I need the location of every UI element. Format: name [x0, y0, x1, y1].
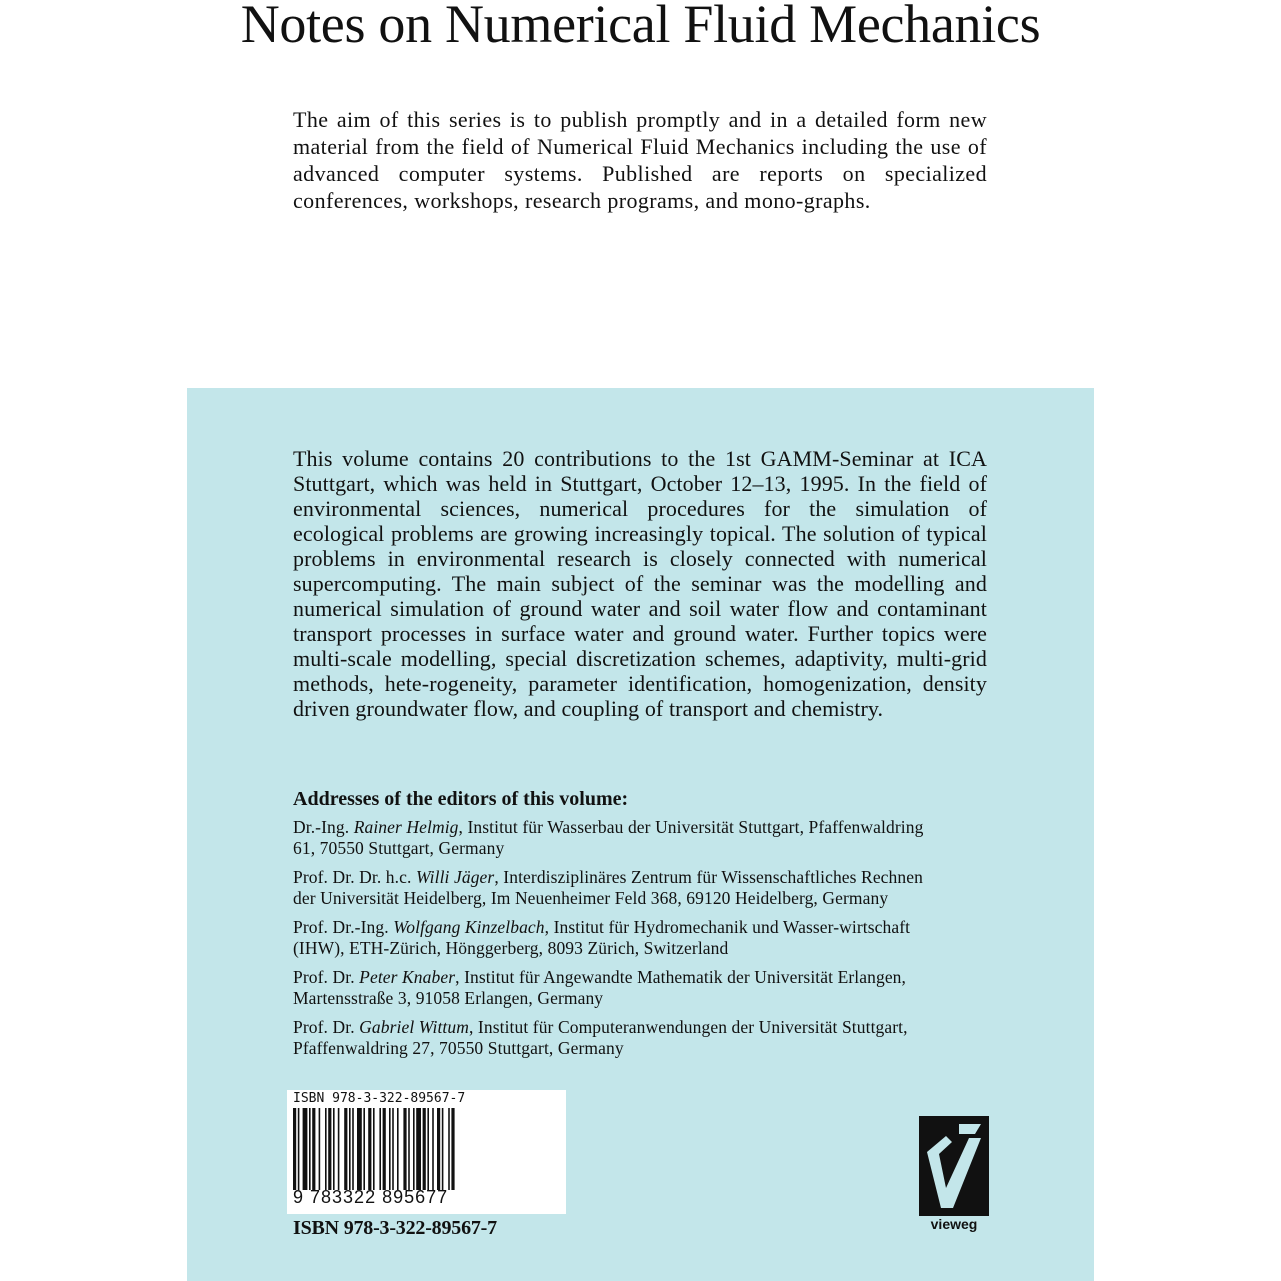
publisher-name: vieweg — [930, 1216, 978, 1232]
volume-abstract: This volume contains 20 contributions to the 1st GAMM-Seminar at ICA Stuttgart, which was held in Stuttgart, October 12–13, 1995. In the field of environmental sciences, numerical procedures for the simulation of ecological problems are growing increasingly topical. The solution of typical problems in environmental research is closely connected with numerical supercomputing. The main subject of the seminar was the modelling and numerical simulation of ground water and soil water flow and contaminant transport processes in surface water and ground water. Further topics were multi-scale modelling, special discretization schemes, adaptivity, multi-grid methods, hete-rogeneity, parameter identification, homogenization, density driven groundwater flow, and coupling of transport and chemistry. — [293, 446, 987, 721]
editor-name: Wolfgang Kinzelbach — [393, 917, 545, 937]
publisher-logo — [919, 1116, 989, 1233]
editor-entry — [293, 817, 987, 859]
editor-entry — [293, 1017, 987, 1059]
editor-address: , Institut für Wasserbau der Universität Stuttgart, Pfaffenwaldring 61, 70550 Stuttgart, Germany — [293, 817, 924, 858]
editor-title: Dr.-Ing. — [293, 817, 350, 837]
editor-name: Gabriel Wittum — [359, 1017, 469, 1037]
editor-entry — [293, 967, 987, 1009]
editor-address: , Interdisziplinäres Zentrum für Wissenschaftliches Rechnen der Universität Heidelberg, Im Neuenheimer Feld 368, 69120 Heidelberg, Germany — [293, 867, 923, 908]
barcode-isbn-label: ISBN 978-3-322-89567-7 — [293, 1091, 466, 1106]
barcode-box — [287, 1090, 566, 1214]
editors-heading: Addresses of the editors of this volume: — [293, 788, 629, 810]
barcode-bars-icon — [293, 1108, 505, 1190]
editors-list — [293, 817, 987, 1067]
editor-title: Prof. Dr. Dr. h.c. — [293, 867, 412, 887]
editor-entry — [293, 917, 987, 959]
editor-title: Prof. Dr. — [293, 1017, 355, 1037]
series-description: The aim of this series is to publish promptly and in a detailed form new material from the field of Numerical Fluid Mechanics including the use of advanced computer systems. Published are reports on specialized conferences, workshops, research programs, and mono-graphs. — [293, 107, 987, 213]
series-title: Notes on Numerical Fluid Mechanics — [240, 0, 1041, 54]
editor-name: Rainer Helmig — [353, 817, 459, 837]
editor-address: , Institut für Angewandte Mathematik der Universität Erlangen, Martensstraße 3, 91058 Erlangen, Germany — [293, 967, 907, 1008]
editor-address: , Institut für Hydromechanik und Wasser-wirtschaft (IHW), ETH-Zürich, Hönggerberg, 8093 Zürich, Switzerland — [293, 917, 911, 958]
editor-title: Prof. Dr.-Ing. — [293, 917, 389, 937]
barcode-digits: 9 783322 895677 — [293, 1187, 449, 1207]
editor-title: Prof. Dr. — [293, 967, 355, 987]
editor-name: Willi Jäger — [415, 867, 495, 887]
editor-address: , Institut für Computeranwendungen der Universität Stuttgart, Pfaffenwaldring 27, 70550 Stuttgart, Germany — [293, 1017, 908, 1058]
isbn-number: ISBN 978-3-322-89567-7 — [293, 1217, 497, 1239]
editor-name: Peter Knaber — [359, 967, 456, 987]
editor-entry — [293, 867, 987, 909]
vieweg-logo-icon — [919, 1116, 989, 1216]
